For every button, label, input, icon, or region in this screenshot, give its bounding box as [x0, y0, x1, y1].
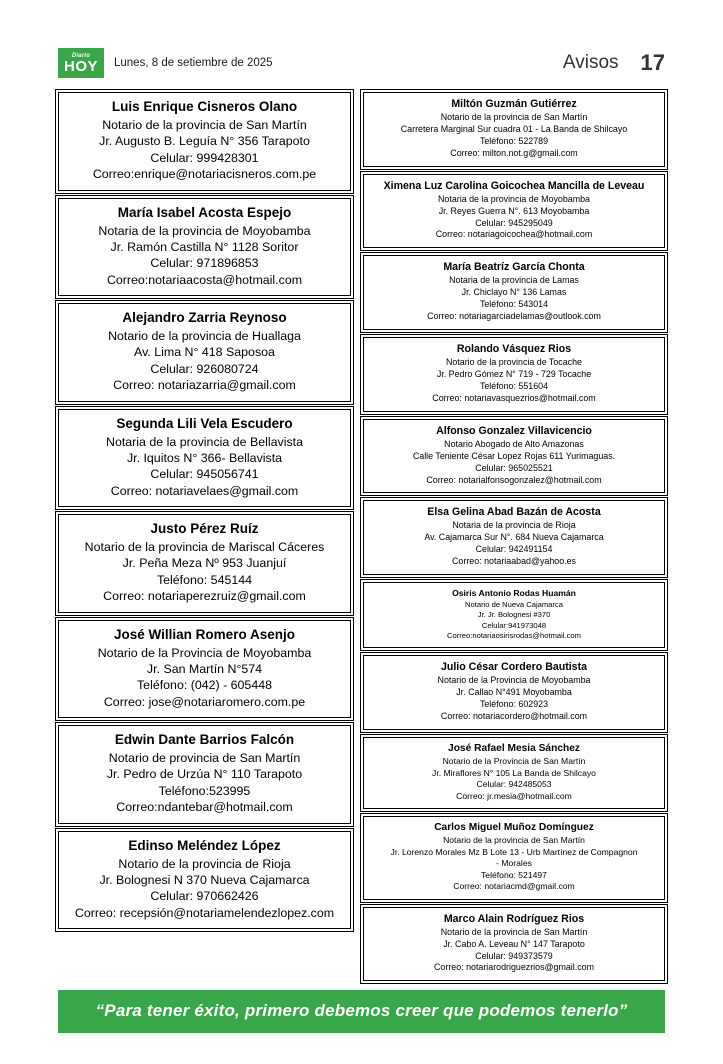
notary-detail: Celular: 965025521	[475, 462, 553, 473]
notary-detail: Correo: notariaabad@yahoo.es	[452, 556, 576, 567]
notary-detail: Correo:notariaacosta@hotmail.com	[106, 272, 303, 287]
notary-name: Luis Enrique Cisneros Olano	[111, 99, 298, 114]
notary-detail: Jr. Cabo A. Leveau N° 147 Tarapoto	[443, 938, 585, 949]
notary-ad	[363, 255, 665, 330]
notary-name: Ximena Luz Carolina Goicochea Mancilla de Leveau	[383, 179, 645, 192]
notary-detail: Teléfono: 545144	[156, 572, 253, 587]
notary-detail: Correo: notariaperezruiz@gmail.com	[103, 589, 306, 604]
notary-detail: Teléfono: (042) - 605448	[136, 678, 272, 693]
notary-detail: Notario de provincia de San Martín	[108, 751, 301, 765]
notary-name: Rolando Vásquez Rios	[456, 343, 572, 356]
notary-detail: Correo: notariacmd@gmail.com	[453, 881, 575, 892]
notary-detail: Teléfono: 602923	[479, 699, 549, 710]
notary-ad	[363, 174, 665, 249]
newspaper-page	[0, 40, 723, 1064]
notary-detail: Notario de la provincia de San Martín	[102, 118, 307, 132]
notary-detail: Jr. Iquitos N° 366- Bellavista	[126, 450, 283, 465]
notary-detail: Jr. Lorenzo Morales Mz B Lote 13 - Urb Martínez de Compagnon	[390, 846, 638, 857]
notary-ad	[363, 419, 665, 494]
notary-detail: Celular: 942491154	[475, 544, 553, 555]
notary-detail: Jr. Chiclayo N° 136 Lamas	[461, 287, 567, 298]
notary-detail: Notario de la provincia de San Martín	[440, 926, 588, 937]
notary-detail: Celular: 970662426	[150, 889, 259, 904]
notary-ad	[58, 831, 351, 930]
right-ad-column	[363, 92, 665, 981]
notary-detail: Jr. Pedro Gómez N° 719 - 729 Tocache	[436, 368, 592, 379]
notary-detail: Celular: 949373579	[475, 950, 553, 961]
notary-detail: Jr. Reyes Guerra N°. 613 Moyobamba	[438, 205, 590, 216]
notary-detail: Correo: notariarodriguezrios@gmail.com	[434, 962, 594, 973]
notary-ad	[363, 500, 665, 575]
notary-ad	[363, 92, 665, 167]
notary-name: Elsa Gelina Abad Bazán de Acosta	[427, 506, 601, 519]
notary-detail: Jr. Miraflores N° 105 La Banda de Shilcayo	[432, 767, 596, 778]
notary-detail: Correo: notariagoicochea@hotmail.com	[435, 229, 593, 240]
notary-detail: Notario de la provincia de Tocache	[445, 357, 582, 368]
logo-bottom-text: HOY	[63, 57, 98, 75]
notary-ad	[363, 907, 665, 982]
notary-name: Julio César Cordero Bautista	[441, 661, 587, 674]
notary-detail: Jr. Bolognesi N 370 Nueva Cajamarca	[99, 872, 310, 887]
notary-detail: Notaria de la provincia de Rioja	[452, 520, 576, 531]
notary-ad	[58, 620, 351, 719]
page-header	[58, 40, 665, 86]
diario-hoy-logo	[58, 48, 104, 78]
notary-detail: Celular: 942485053	[476, 779, 552, 790]
notary-detail: Notario de la Provincia de Moyobamba	[97, 645, 312, 660]
notary-name: Edinso Meléndez López	[128, 837, 281, 853]
notary-detail: Av. Cajamarca Sur N°. 684 Nueva Cajamarca	[424, 532, 604, 543]
notary-detail: Jr. Ramón Castilla N° 1128 Soritor	[110, 239, 299, 254]
notary-detail: Correo: notariagarciadelamas@outlook.com	[427, 311, 601, 322]
notary-name: José Rafael Mesia Sánchez	[448, 743, 580, 755]
notary-detail: Teléfono: 551604	[479, 380, 549, 391]
notary-detail: Jr. San Martín N°574	[146, 661, 263, 676]
logo-top-text: Diario	[71, 52, 91, 59]
notary-detail: Correo: milton.not.g@gmail.com	[450, 147, 578, 158]
notary-ad	[58, 303, 351, 402]
notary-name: Justo Pérez Ruíz	[150, 521, 259, 536]
notary-detail: Correo: jose@notariaromero.com.pe	[103, 694, 306, 709]
notary-detail: Notario de la Provincia de San Martín	[442, 756, 586, 767]
notary-detail: Jr. Jr. Bolognesi #370	[477, 610, 551, 620]
notary-name: Segunda Lili Vela Escudero	[116, 415, 293, 431]
page-number: 17	[640, 50, 665, 75]
notary-name: Carlos Miguel Muñoz Domínguez	[434, 822, 594, 834]
notary-detail: Celular: 999428301	[150, 150, 259, 165]
notary-detail: Jr. Pedro de Urzúa N° 110 Tarapoto	[106, 767, 303, 782]
notary-detail: Correo: jr.mesia@hotmail.com	[456, 790, 572, 801]
notary-detail: Celular: 926080724	[150, 361, 259, 376]
notary-detail: Teléfono: 522789	[479, 135, 549, 146]
notary-detail: Notaria de la provincia de Lamas	[449, 275, 579, 286]
notary-name: José Willian Romero Asenjo	[114, 626, 295, 642]
publication-date: Lunes, 8 de setiembre de 2025	[114, 57, 273, 69]
notary-detail: Correo: recepsión@notariamelendezlopez.com	[74, 905, 335, 920]
notary-detail: Notaria de la provincia de Moyobamba	[438, 193, 590, 204]
notary-detail: Notario de la provincia de Rioja	[118, 856, 291, 871]
notary-detail: Celular: 971896853	[150, 256, 259, 271]
notary-detail: Jr. Augusto B. Leguía N° 356 Tarapoto	[99, 134, 310, 149]
notary-detail: Jr. Peña Meza Nº 953 Juanjuí	[122, 556, 287, 571]
notary-detail: Correo: notariazarria@gmail.com	[113, 378, 296, 393]
notary-detail: Notario de la provincia de San Martín	[443, 835, 585, 846]
notary-name: Osiris Antonio Rodas Huamán	[452, 588, 576, 599]
notary-ad	[58, 725, 351, 824]
notary-detail: Jr. Callao N°491 Moyobamba	[456, 687, 572, 698]
section-title: Avisos	[562, 52, 619, 73]
notary-detail: Celular: 945295049	[475, 217, 553, 228]
notary-detail: Notaria de la provincia de Bellavista	[106, 434, 303, 449]
notary-detail: Teléfono: 543014	[479, 299, 549, 310]
notary-detail: Teléfono: 521497	[481, 869, 547, 880]
notary-ad	[363, 737, 665, 809]
footer-quote-banner: “Para tener éxito, primero debemos creer que podemos tenerlo”	[58, 990, 665, 1033]
notary-detail: Notario de la provincia de San Martín	[440, 112, 588, 122]
notary-detail: Carretera Marginal Sur cuadra 01 - La Banda de Shilcayo	[400, 123, 628, 134]
notary-ad	[363, 655, 665, 730]
notary-detail: Notario de la Provincia de Moyobamba	[437, 675, 591, 686]
notary-detail: Correo:notariaosirisrodas@hotmail.com	[447, 631, 581, 641]
notary-detail: Correo: notariavasquezrios@hotmail.com	[432, 392, 596, 403]
notary-detail: Teléfono:523995	[158, 783, 251, 798]
ads-columns	[58, 92, 665, 981]
notary-detail: Celular:941973048	[481, 620, 547, 630]
notary-detail: Correo: notariacordero@hotmail.com	[440, 711, 588, 722]
notary-detail: Correo: notariavelaes@gmail.com	[110, 483, 299, 498]
notary-ad	[363, 582, 665, 648]
notary-detail: - Morales	[496, 858, 532, 869]
notary-detail: Correo: notarialfonsogonzalez@hotmail.com	[426, 474, 602, 485]
notary-detail: Notario de Nueva Cajamarca	[465, 600, 563, 610]
notary-ad	[363, 337, 665, 412]
notary-name: Edwin Dante Barrios Falcón	[114, 732, 295, 747]
notary-ad	[58, 92, 351, 191]
notary-name: María Beatríz García Chonta	[443, 261, 585, 274]
notary-detail: Notario de la provincia de Huallaga	[108, 329, 301, 343]
notary-name: Miltón Guzmán Gutiérrez	[451, 98, 577, 110]
notary-name: Alejandro Zarria Reynoso	[122, 310, 287, 325]
notary-detail: Notaria de la provincia de Moyobamba	[98, 223, 311, 238]
notary-detail: Correo:ndantebar@hotmail.com	[116, 800, 293, 815]
notary-detail: Correo:enrique@notariacisneros.com.pe	[92, 167, 317, 182]
notary-ad	[58, 409, 351, 508]
notary-name: María Isabel Acosta Espejo	[117, 204, 292, 220]
notary-detail: Celular: 945056741	[150, 467, 259, 482]
notary-name: Alfonso Gonzalez Villavicencio	[436, 424, 592, 437]
notary-detail: Notario Abogado de Alto Amazonas	[444, 438, 584, 449]
left-ad-column	[58, 92, 351, 981]
notary-detail: Notario de la provincia de Mariscal Cáceres	[84, 540, 325, 554]
notary-detail: Calle Teniente César Lopez Rojas 611 Yurimaguas.	[412, 450, 616, 461]
notary-ad	[363, 816, 665, 900]
notary-name: Marco Alain Rodríguez Rios	[443, 912, 585, 925]
notary-ad	[58, 514, 351, 613]
notary-ad	[58, 198, 351, 297]
notary-detail: Av. Lima N° 418 Saposoa	[134, 345, 275, 360]
